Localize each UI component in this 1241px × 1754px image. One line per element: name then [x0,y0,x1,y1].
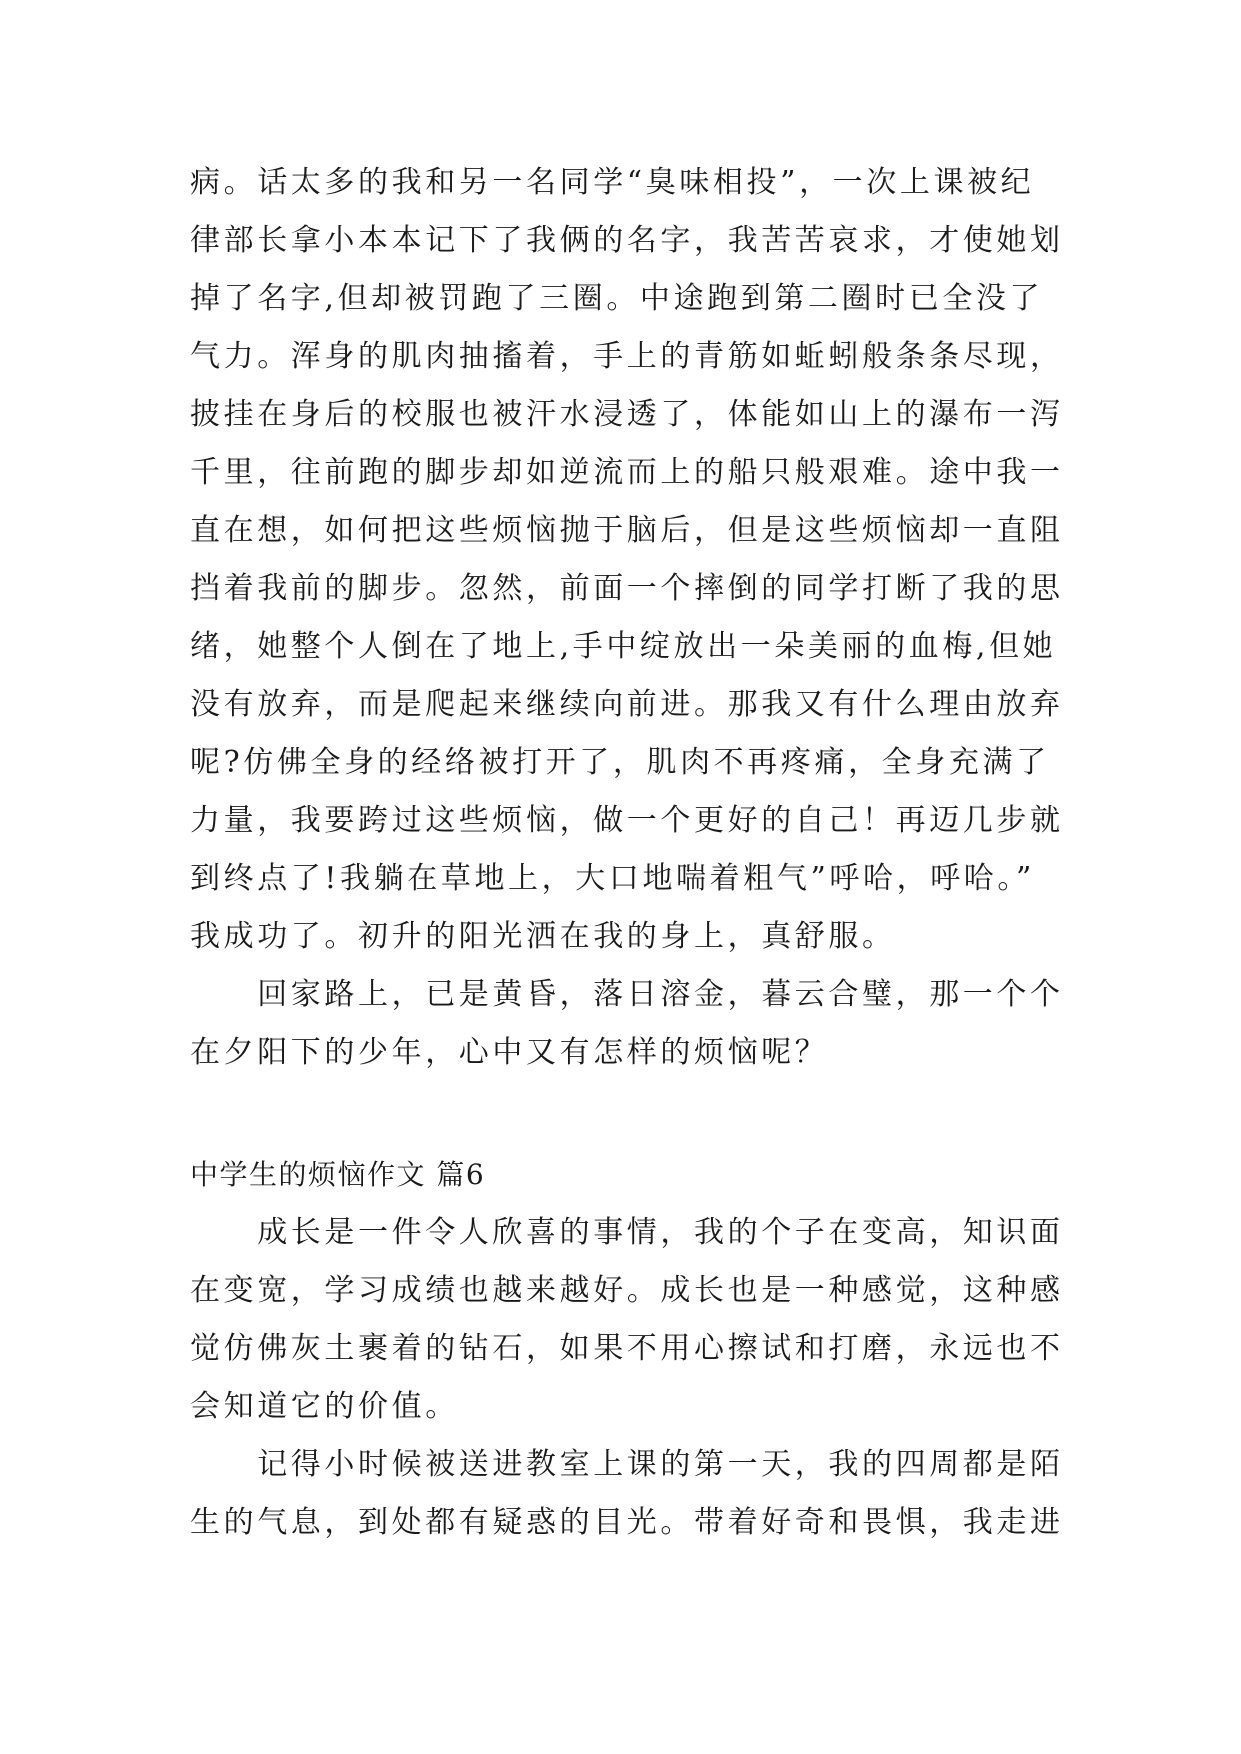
text-line: 直在想，如何把这些烦恼抛于脑后，但是这些烦恼却一直阻 [190,513,1064,548]
text-line: 在夕阳下的少年，心中又有怎样的烦恼呢？ [190,1035,829,1070]
text-line: 生的气息，到处都有疑惑的目光。带着好奇和畏惧，我走进 [190,1505,1064,1540]
text-line: 觉仿佛灰土裹着的钻石，如果不用心擦试和打磨，永远也不 [190,1331,1064,1366]
section-heading: 中学生的烦恼作文 篇6 [190,1158,486,1191]
text-line: 绪，她整个人倒在了地上,手中绽放出一朵美丽的血梅,但她 [190,629,1057,664]
text-line: 在变宽，学习成绩也越来越好。成长也是一种感觉，这种感 [190,1273,1064,1308]
text-line: 气力。浑身的肌肉抽搐着，手上的青筋如蚯蚓般条条尽现， [190,339,1064,374]
text-line: 回家路上，已是黄昏，落日溶金，暮云合璧，那一个个 [190,977,1064,1012]
text-line: 病。话太多的我和另一名同学“臭味相投”，一次上课被纪 [190,165,1035,200]
text-line: 记得小时候被送进教室上课的第一天，我的四周都是陌 [190,1447,1064,1482]
text-line: 到终点了!我躺在草地上，大口地喘着粗气”呼哈，呼哈。” [190,861,1035,896]
text-line: 律部长拿小本本记下了我俩的名字，我苦苦哀求，才使她划 [190,223,1064,258]
text-line: 掉了名字,但却被罚跑了三圈。中途跑到第二圈时已全没了 [190,281,1044,316]
text-line: 呢?仿佛全身的经络被打开了，肌肉不再疼痛，全身充满了 [190,745,1050,780]
text-line: 挡着我前的脚步。忽然，前面一个摔倒的同学打断了我的思 [190,571,1064,606]
text-line: 成长是一件令人欣喜的事情，我的个子在变高，知识面 [190,1215,1064,1250]
text-line: 我成功了。初升的阳光洒在我的身上，真舒服。 [190,919,896,954]
text-line: 千里，往前跑的脚步却如逆流而上的船只般艰难。途中我一 [190,455,1064,490]
text-line: 没有放弃，而是爬起来继续向前进。那我又有什么理由放弃 [190,687,1064,722]
text-line: 会知道它的价值。 [190,1389,459,1424]
text-line: 力量，我要跨过这些烦恼，做一个更好的自己！再迈几步就 [190,803,1064,838]
text-line: 披挂在身后的校服也被汗水浸透了，体能如山上的瀑布一泻 [190,397,1064,432]
